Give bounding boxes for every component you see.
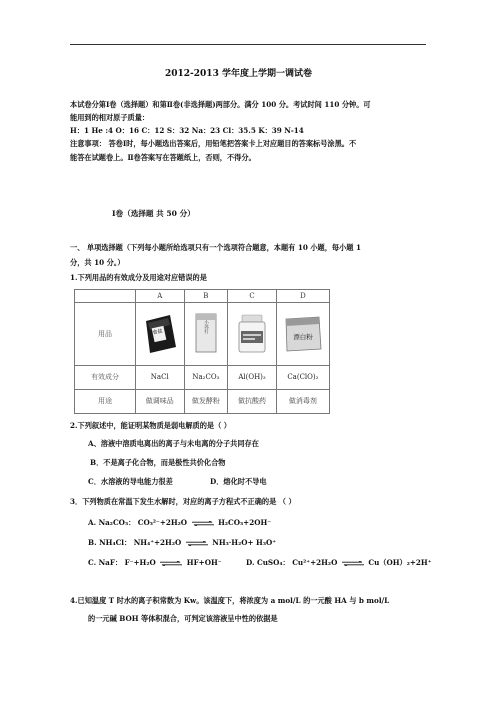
question-2-option-d: D．熔化时不导电: [210, 477, 267, 486]
use-b: 做发酵粉: [184, 389, 228, 413]
baking-soda-label-text: 小苏打: [203, 320, 209, 334]
notice-line-2: 能答在试题卷上。Ⅱ卷答案写在答题纸上，否则，不得分。: [70, 153, 256, 162]
use-a: 做调味品: [136, 389, 185, 413]
question-3-stem: 3．下列物质在常温下发生水解时，对应的离子方程式不正确的是 （ ）: [70, 497, 296, 506]
question-4-line-2: 的一元碱 BOH 等体积混合，可判定该溶液呈中性的依据是: [88, 614, 278, 623]
notice-line-1: 注意事项： 答卷Ⅰ时，每小题选出答案后，用铅笔把答案卡上对应题目的答案标号涂黑。不: [70, 139, 357, 148]
option-a-reactants: A. Na₂CO₃： CO₃²⁻+2H₂O: [88, 518, 188, 527]
equilibrium-arrow-icon: [342, 561, 364, 566]
product-cell-b: [184, 303, 228, 366]
products-table: [74, 289, 330, 414]
ingredient-a: NaCl: [136, 365, 185, 389]
option-b-reactants: B. NH₄Cl： NH₄⁺+2H₂O: [88, 538, 182, 547]
salt-bag-image: [140, 311, 180, 355]
row-label-ingredient: 有效成分: [75, 365, 136, 389]
header-rule: [70, 44, 426, 45]
question-3-option-c: [88, 558, 222, 567]
baking-soda-box-image: [188, 311, 224, 355]
equilibrium-arrow-icon: [186, 541, 208, 546]
row-label-product: 用品: [75, 303, 136, 366]
question-1-stem: 1.下列用品的有效成分及用途对应错误的是: [70, 273, 207, 282]
question-2-option-c: C．水溶液的导电能力很差: [88, 477, 173, 486]
equilibrium-arrow-icon: [160, 561, 182, 566]
table-corner: [75, 290, 136, 303]
question-3-option-a: [88, 518, 271, 527]
question-2-stem: 2.下列叙述中，能证明某物质是弱电解质的是（ ）: [70, 421, 231, 430]
row-label-use: 用途: [75, 389, 136, 413]
part-instructions-1: 一、 单项选择题（下列每小题所给选项只有一个选项符合题意，本题有 10 小题，每小题 1: [70, 243, 361, 252]
question-2-option-b: B．不是离子化合物，而是极性共价化合物: [90, 458, 226, 467]
atomic-masses: H：1 He :4 O：16 C：12 S：32 Na：23 Cl：35.5 K：39 N-14: [70, 126, 304, 135]
column-header-d: D: [276, 290, 329, 303]
intro-line-1: 本试卷分第Ⅰ卷（选择题）和第Ⅱ卷(非选择题)两部分。满分 100 分。考试时间 110 分钟。可: [70, 100, 371, 109]
exam-title: 2012-2013 学年度上学期一调试卷: [165, 69, 312, 79]
table-row-product: [75, 303, 330, 366]
table-row-ingredient: [75, 365, 330, 389]
ingredient-c: Al(OH)₃: [228, 365, 277, 389]
product-cell-c: [228, 303, 277, 366]
option-a-products: H₂CO₃+2OH⁻: [218, 518, 272, 527]
column-header-a: A: [136, 290, 185, 303]
use-d: 做消毒剂: [276, 389, 329, 413]
column-header-b: B: [184, 290, 228, 303]
part-instructions-2: 分，共 10 分。）: [70, 258, 125, 267]
use-c: 做抗酸药: [228, 389, 277, 413]
option-b-products: NH₃·H₂O+ H₃O⁺: [212, 538, 277, 547]
ingredient-b: Na₂CO₃: [184, 365, 228, 389]
table-header-row: [75, 290, 330, 303]
intro-line-2: 能用到的相对原子质量：: [70, 113, 150, 122]
table-row-use: [75, 389, 330, 413]
product-cell-d: [276, 303, 329, 366]
antacid-bottle-image: [232, 311, 272, 355]
equilibrium-arrow-icon: [192, 521, 214, 526]
question-4-line-1: 4.已知温度 T 时水的离子积常数为 Kw。该温度下，将浓度为 a mol/L 的一元酸 HA 与 b mol/L: [70, 596, 390, 605]
bleach-label-text: 漂白粉: [293, 333, 313, 342]
option-c-products: HF+OH⁻: [186, 558, 222, 567]
question-2-option-a: A、溶液中溶质电离出的离子与未电离的分子共同存在: [88, 439, 259, 448]
salt-label-text: 食盐: [151, 328, 163, 337]
column-header-c: C: [228, 290, 277, 303]
product-cell-a: [136, 303, 185, 366]
option-d-reactants: D. CuSO₄： Cu²⁺+2H₂O: [246, 558, 338, 567]
question-3-option-d: [246, 558, 432, 567]
option-c-reactants: C. NaF： F⁻+H₂O: [88, 558, 156, 567]
bleach-bag-image: [281, 311, 325, 355]
section-heading: Ⅰ卷（选择题 共 50 分）: [112, 209, 195, 218]
ingredient-d: Ca(ClO)₂: [276, 365, 329, 389]
question-3-option-b: [88, 538, 276, 547]
option-d-products: Cu（OH）₂+2H⁺: [368, 558, 432, 567]
